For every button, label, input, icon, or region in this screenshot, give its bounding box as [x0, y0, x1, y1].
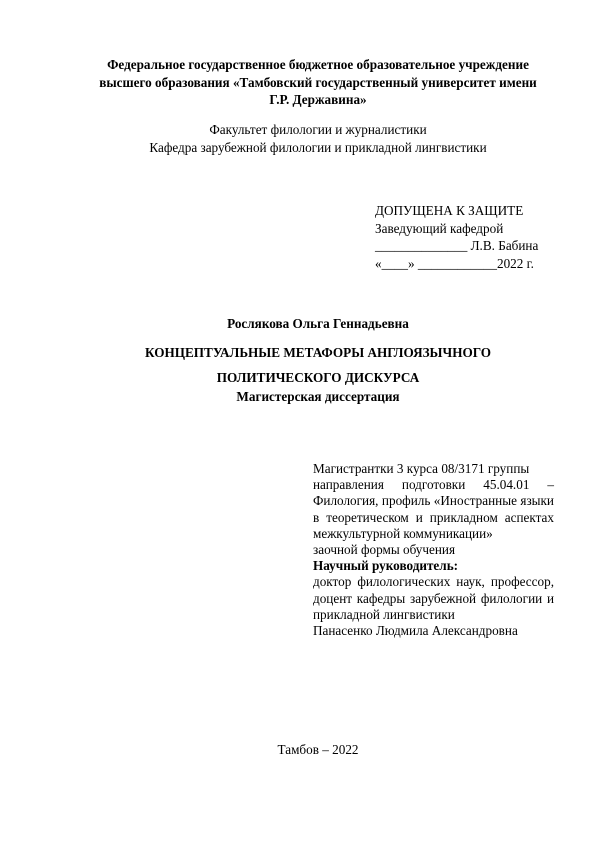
supervisor-heading: Научный руководитель: — [313, 558, 459, 574]
supervisor-position: доктор филологических наук, профессор, доцент кафедры зарубежной филологии и прикладной лингвистики — [313, 574, 554, 622]
head-of-department-title: Заведующий кафедрой — [375, 220, 504, 236]
faculty-name: Факультет филологии и журналистики — [209, 122, 427, 137]
study-form: заочной формы обучения — [313, 542, 456, 558]
faculty-block — [60, 121, 576, 156]
work-type: Магистерская диссертация — [236, 389, 400, 404]
org-line-3: Г.Р. Державина» — [269, 92, 367, 107]
admission-date-line: «____» ____________2022 г. — [375, 255, 534, 271]
student-group: Магистрантки 3 курса 08/3171 группы — [313, 461, 530, 476]
organization-name — [60, 56, 576, 109]
org-line-1: Федеральное государственное бюджетное образовательное учреждение — [107, 57, 529, 72]
signature-line: ______________ Л.В. Бабина — [375, 238, 539, 253]
author-name: Рослякова Ольга Геннадьевна — [227, 316, 409, 331]
thesis-title-line-1: КОНЦЕПТУАЛЬНЫЕ МЕТАФОРЫ АНГЛОЯЗЫЧНОГО — [144, 345, 492, 360]
city-year: Тамбов – 2022 — [277, 742, 359, 757]
org-line-2: высшего образования «Тамбовский государственный университет имени — [99, 74, 537, 90]
thesis-title-line-2: ПОЛИТИЧЕСКОГО ДИСКУРСА — [216, 370, 420, 385]
supervisor-name: Панасенко Людмила Александровна — [313, 623, 518, 639]
study-program: направления подготовки 45.04.01 – Филология, профиль «Иностранные языки в теоретическом и прикладном аспектах межкультурной коммуникации» — [313, 477, 554, 541]
student-info-block — [313, 461, 554, 639]
admission-stamp — [375, 202, 575, 272]
admission-status: ДОПУЩЕНА К ЗАЩИТЕ — [375, 203, 524, 218]
thesis-title — [60, 340, 576, 390]
department-name: Кафедра зарубежной филологии и прикладной лингвистики — [149, 139, 487, 155]
